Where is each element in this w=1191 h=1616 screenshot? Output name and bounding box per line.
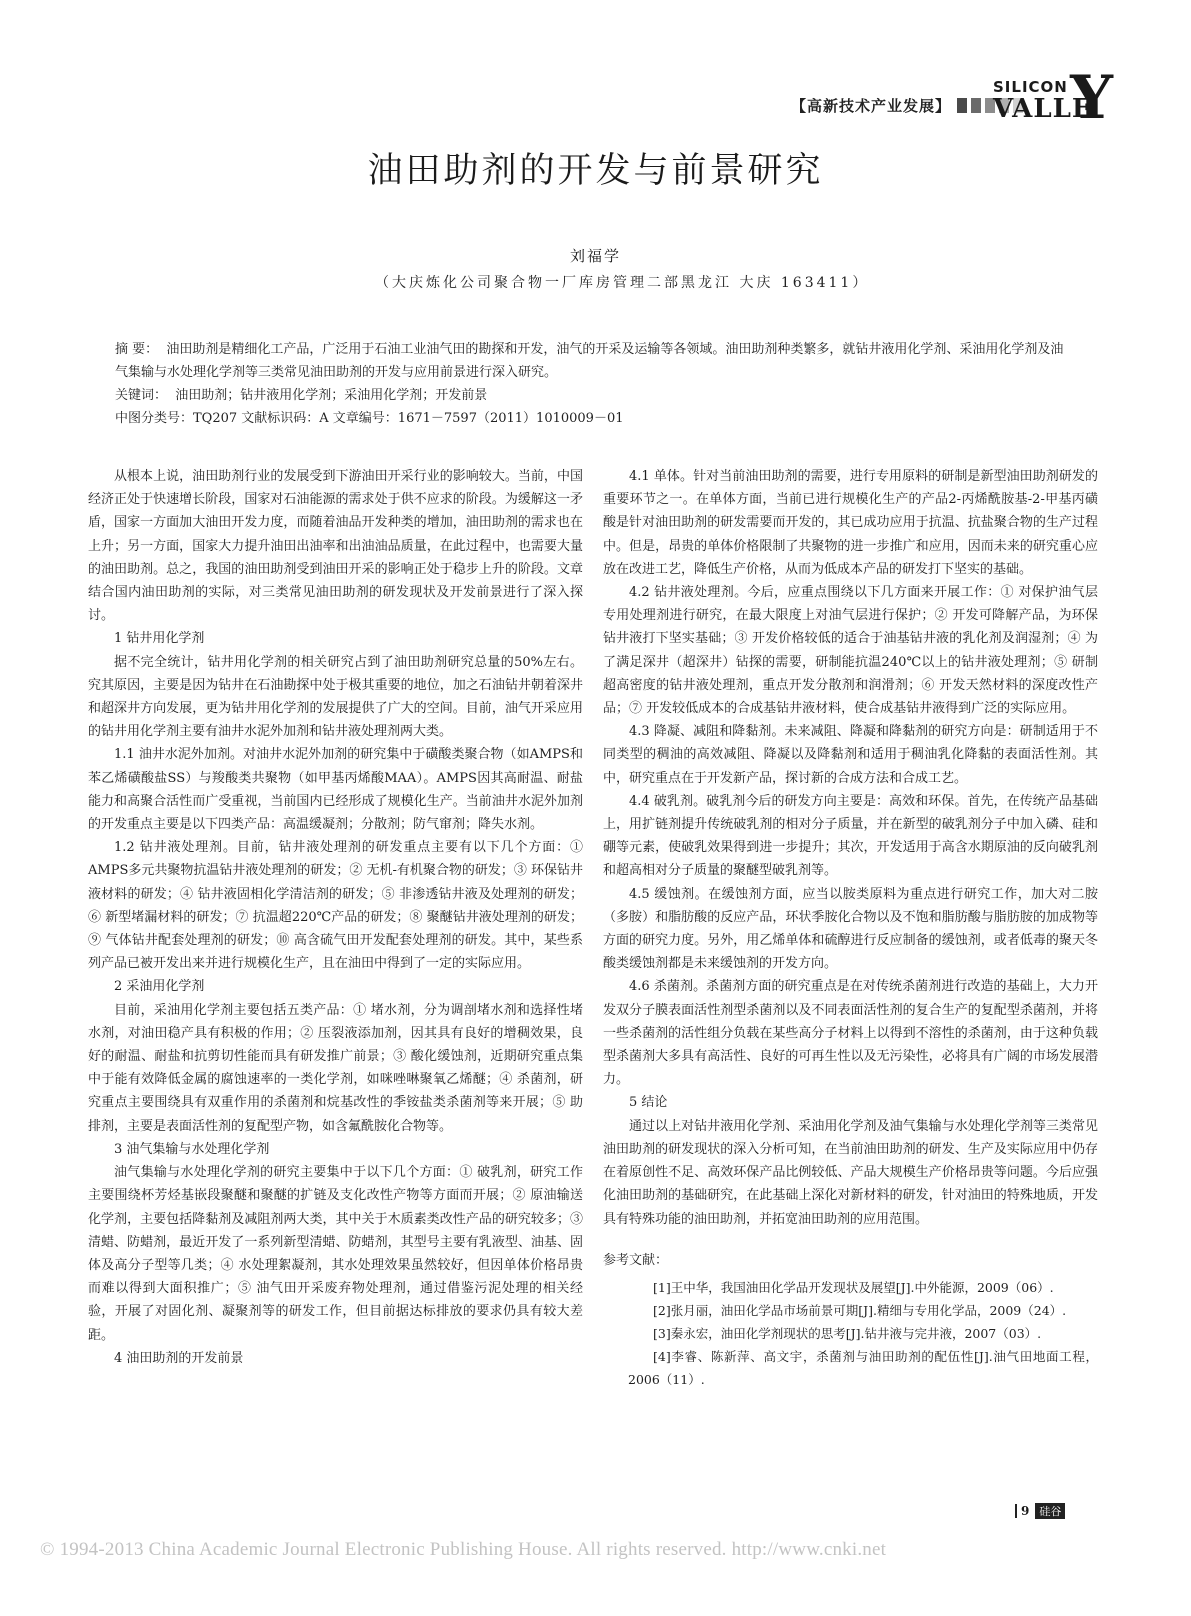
logo-line1: SILICON [993,78,1068,96]
body-paragraph: 从根本上说，油田助剂行业的发展受到下游油田开采行业的影响较大。当前，中国经济正处于快速增长阶段，国家对石油能源的需求处于供不应求的阶段。为缓解这一矛盾，国家一方面加大油田开发力度，而随着油品开发种类的增加，油田助剂的需求也在上升；另一方面，国家大力提升油田出油率和出油油品质量，在此过程中，也需要大量的油田助剂。总之，我国的油田助剂受到油田开采的影响正处于稳步上升的阶段。文章结合国内油田助剂的实际，对三类常见油田助剂的研发现状及开发前景进行了深入探讨。 [88,469,583,624]
section-heading: 3 油气集输与水处理化学剂 [114,1141,270,1157]
abstract [115,338,1075,384]
body-paragraph: 4.2 钻井液处理剂。今后，应重点围绕以下几方面来开展工作：① 对保护油气层专用处理剂进行研究，在最大限度上对油气层进行保护；② 开发可降解产品，为环保钻井液打下坚实基础；③ 开发价格较低的适合于油基钻井液的乳化剂及润湿剂；④ 为了满足深井（超深井）钻探的需要，研制能抗温240℃以上的钻井液处理剂；⑤ 研制超高密度的钻井液处理剂，重点开发分散剂和润滑剂；⑥ 开发天然材料的深度改性产品；⑦ 开发较低成本的合成基钻井液材料，使合成基钻井液得到广泛的实际应用。 [603,585,1098,717]
section-heading: 4 油田助剂的开发前景 [114,1350,244,1366]
abstract-label: 摘 要： [115,342,159,357]
section-heading: 5 结论 [629,1095,668,1111]
body-paragraph: 油气集输与水处理化学剂的研究主要集中于以下几个方面：① 破乳剂，研究工作主要围绕杯芳烃基嵌段聚醚和聚醚的扩链及支化改性产物等方面而开展；② 原油输送化学剂，主要包括降黏剂及减阻剂两大类，其中关于木质素类改性产品的研究较多；③ 清蜡、防蜡剂，最近开发了一系列新型清蜡、防蜡剂，其型号主要有乳液型、油基、固体及高分子型等几类；④ 水处理絮凝剂，其水处理效果虽然较好，但因单体价格昂贵而难以得到大面积推广；⑤ 油气田开采废弃物处理剂，通过借鉴污泥处理的相关经验，开展了对固化剂、凝聚剂等的研发工作，但目前据达标排放的要求仍具有较大差距。 [88,1165,583,1343]
reference-item: [4]李睿、陈新萍、高文宇，杀菌剂与油田助剂的配伍性[J].油气田地面工程，2006（11）. [628,1348,1098,1387]
logo-big-letter: Y [1070,63,1113,133]
body-paragraph: 通过以上对钻井液用化学剂、采油用化学剂及油气集输与水处理化学剂等三类常见油田助剂的研发现状的深入分析可知，在当前油田助剂的研发、生产及实际应用中仍存在着原创性不足、高效环保产品比例较低、产品大规模生产价格昂贵等问题。今后应强化油田助剂的基础研究，在此基础上深化对新材料的研发，针对油田的特殊地质，开发具有特殊功能的油田助剂，并拓宽油田助剂的应用范围。 [603,1118,1098,1227]
author-affiliation: （大庆炼化公司聚合物一厂库房管理二部黑龙江 大庆 163411） [375,275,870,291]
reference-item: [2]张月丽，油田化学品市场前景可期[J].精细与专用化学品，2009（24）. [653,1302,1067,1318]
section-heading: 2 采油用化学剂 [114,979,205,995]
page-number: 9 [1015,1504,1029,1518]
references-title: 参考文献： [603,1252,669,1268]
page-number-block [1015,1503,1065,1519]
reference-item: [1]王中华，我国油田化学品开发现状及展望[J].中外能源，2009（06）. [653,1279,1054,1295]
body-paragraph: 4.5 缓蚀剂。在缓蚀剂方面，应当以胺类原料为重点进行研究工作，加大对二胺（多胺）和脂肪酸的反应产品，环状季胺化合物以及不饱和脂肪酸与脂肪胺的加成物等方面的研究力度。另外，用乙烯单体和硫醇进行反应制备的缓蚀剂，或者低毒的聚天冬酸类缓蚀剂都是未来缓蚀剂的开发方向。 [603,886,1098,972]
section-heading: 1 钻井用化学剂 [114,631,205,647]
body-paragraph: 4.4 破乳剂。破乳剂今后的研发方向主要是：高效和环保。首先，在传统产品基础上，用扩链剂提升传统破乳剂的相对分子质量，并在新型的破乳剂分子中加入磷、硅和硼等元素，使破乳效果得到进一步提升；其次，开发适用于高含水期原油的反向破乳剂和超高相对分子质量的聚醚型破乳剂等。 [603,793,1098,879]
decor-bar [957,98,967,113]
keywords-label: 关键词： [115,388,168,403]
body-paragraph: 1.1 油井水泥外加剂。对油井水泥外加剂的研究集中于磺酸类聚合物（如AMPS和苯乙烯磺酸盐SS）与羧酸类共聚物（如甲基丙烯酸MAA）。AMPS因其高耐温、耐盐能力和高聚合活性而广受重视，当前国内已经形成了规模化生产。当前油井水泥外加剂的开发重点主要是以下四类产品：高温缓凝剂；分散剂；防气窜剂；降失水剂。 [88,747,583,833]
abstract-block [115,338,1075,430]
body-paragraph: 4.1 单体。针对当前油田助剂的需要，进行专用原料的研制是新型油田助剂研发的重要环节之一。在单体方面，当前已进行规模化生产的产品2-丙烯酰胺基-2-甲基丙磺酸是针对油田助剂的研发需要而开发的，其已成功应用于抗温、抗盐聚合物的生产过程中。但是，昂贵的单体价格限制了共聚物的进一步推广和应用，因而未来的研究重心应放在改进工艺，降低生产价格，从而为低成本产品的研发打下坚实的基础。 [603,469,1098,577]
left-column [88,465,583,1370]
body-paragraph: 据不完全统计，钻井用化学剂的相关研究占到了油田助剂研究总量的50%左右。究其原因，主要是因为钻井在石油勘探中处于极其重要的地位，加之石油钻井朝着深井和超深井方向发展，更为钻井用化学剂的发展提供了广大的空间。目前，油气开采应用的钻井用化学剂主要有油井水泥外加剂和钻井液处理剂两大类。 [88,654,583,740]
body-paragraph: 1.2 钻井液处理剂。目前，钻井液处理剂的研发重点主要有以下几个方面：① AMPS多元共聚物抗温钻井液处理剂的研发；② 无机-有机聚合物的研发；③ 环保钻井液材料的研发；④ 钻井液固相化学清洁剂的研发；⑤ 非渗透钻井液及处理剂的研发；⑥ 新型堵漏材料的研发；⑦ 抗温超220℃产品的研发；⑧ 聚醚钻井液处理剂的研发；⑨ 气体钻井配套处理剂的研发；⑩ 高含硫气田开发配套处理剂的研发。其中，某些系列产品已被开发出来并进行规模化生产，且在油田中得到了一定的实际应用。 [88,840,584,972]
body-paragraph: 4.6 杀菌剂。杀菌剂方面的研究重点是在对传统杀菌剂进行改造的基础上，大力开发双分子膜表面活性剂型杀菌剂以及不同表面活性剂的复合生产的复配型杀菌剂，并将一些杀菌剂的活性组分负载在某些高分子材料上以得到不溶性的杀菌剂，由于这种负载型杀菌剂大多具有高活性、良好的可再生性以及无污染性，必将具有广阔的市场发展潜力。 [603,979,1098,1088]
body-paragraph: 4.3 降凝、减阻和降黏剂。未来减阻、降凝和降黏剂的研究方向是：研制适用于不同类型的稠油的高效减阻、降凝以及降黏剂和适用于稠油乳化降黏的表面活性剂。其中，研究重点在于开发新产品，探讨新的合成方法和合成工艺。 [603,724,1098,786]
logo-line2: VALLE [993,94,1093,124]
page-tag: 硅谷 [1035,1503,1065,1519]
body-paragraph: 目前，采油用化学剂主要包括五类产品：① 堵水剂，分为调剖堵水剂和选择性堵水剂，对油田稳产具有积极的作用；② 压裂液添加剂，因其具有良好的增稠效果，良好的耐温、耐盐和抗剪切性能而具有研发推广前景；③ 酸化缓蚀剂，近期研究重点集中于能有效降低金属的腐蚀速率的一类化学剂，如咪唑啉聚氧乙烯醚；④ 杀菌剂，研究重点主要围绕具有双重作用的杀菌剂和烷基改性的季铵盐类杀菌剂等来开展；⑤ 助排剂，主要是表面活性剂的复配型产物，如含氟酰胺化合物等。 [88,1002,583,1134]
article-title: 油田助剂的开发与前景研究 [367,151,824,191]
copyright-footer: © 1994-2013 China Academic Journal Electronic Publishing House. All rights reserved. http://www.cnki.net [40,1539,887,1560]
journal-section-label: 【高新技术产业发展】 [790,97,951,115]
journal-logo [993,63,1113,133]
reference-item: [3]秦永宏，油田化学剂现状的思考[J].钻井液与完井液，2007（03）. [653,1325,1042,1341]
keywords-text: 油田助剂；钻井液用化学剂；采油用化学剂；开发前景 [175,388,488,403]
author-name: 刘福学 [569,247,621,265]
decor-bar [971,98,981,113]
classification-line: 中图分类号：TQ207 文献标识码：A 文章编号：1671－7597（2011）1010009－01 [115,411,624,426]
right-column [603,465,1098,1391]
abstract-text: 油田助剂是精细化工产品，广泛用于石油工业油气田的勘探和开发，油气的开采及运输等各领域。油田助剂种类繁多，就钻井液用化学剂、采油用化学剂及油气集输与水处理化学剂等三类常见油田助剂的开发与应用前景进行深入研究。 [115,342,1064,380]
keywords [115,384,1075,407]
